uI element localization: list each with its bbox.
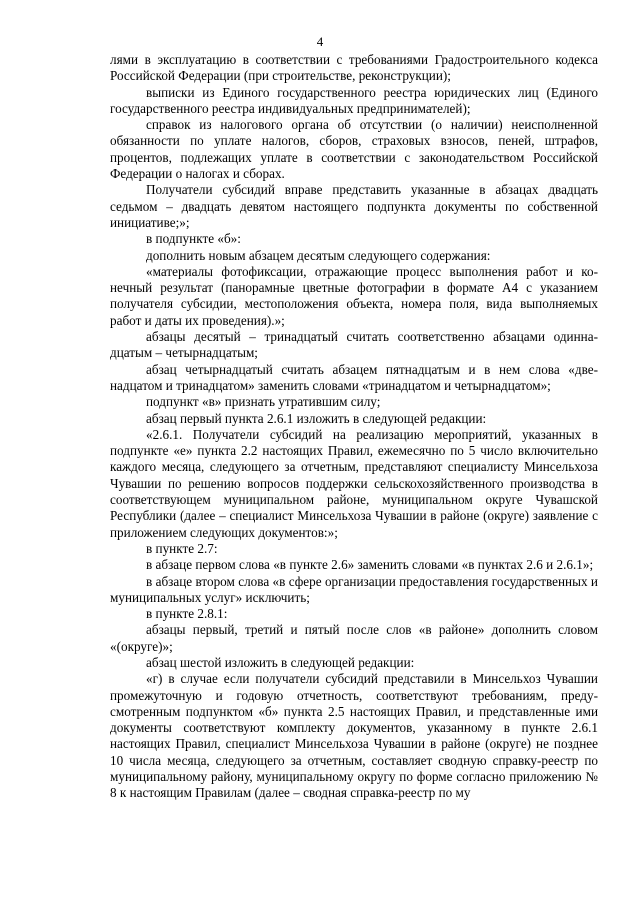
document-body	[110, 52, 598, 802]
paragraph: в пункте 2.8.1:	[146, 606, 228, 622]
paragraph: абзацы десятый – тринадцатый считать соответственно абзацами одиннадцатым – четырнадцатым;	[110, 329, 598, 361]
paragraph: абзац шестой изложить в следующей редакции:	[146, 654, 415, 670]
paragraph: в подпункте «б»:	[146, 231, 241, 247]
paragraph: дополнить новым абзацем десятым следующего содержания:	[146, 247, 491, 263]
paragraph: выписки из Единого государственного реестра юридических лиц (Единого государственного реестра индивидуальных предпринимателей);	[110, 84, 598, 116]
paragraph: подпункт «в» признать утратившим силу;	[146, 394, 381, 410]
paragraph: «материалы фотофиксации, отражающие процесс выполнения работ и конечный результат (панорамные цветные фотографии в формате А4 с указанием получателя субсидии, местоположения объекта, номера поля, вида выполняемых работ и даты их проведения).»;	[110, 263, 598, 328]
paragraph: в пункте 2.7:	[146, 540, 218, 556]
paragraph: в абзаце втором слова «в сфере организации предоставления государственных и муниципальных услуг» исключить;	[110, 573, 598, 605]
paragraph: абзацы первый, третий и пятый после слов «в районе» дополнить словом «(округе)»;	[110, 622, 598, 654]
paragraph: Получатели субсидий вправе представить указанные в абзацах двадцать седьмом – двадцать девятом настоящего подпункта документы по собственной инициативе;»;	[110, 182, 598, 230]
page-number: 4	[316, 34, 324, 49]
paragraph: в абзаце первом слова «в пункте 2.6» заменить словами «в пунктах 2.6 и 2.6.1»;	[146, 557, 594, 573]
paragraph: лями в эксплуатацию в соответствии с требованиями Градостроительного кодекса Российской Федерации (при строительстве, реконструкции);	[110, 52, 598, 84]
paragraph: абзац четырнадцатый считать абзацем пятнадцатым и в нем слова «двенадцатом и тринадцатом» заменить словами «тринадцатом и четырнадцатом»;	[110, 361, 598, 393]
paragraph: справок из налогового органа об отсутствии (о наличии) неисполненной обязанности по уплате налогов, сборов, страховых взносов, пеней, штрафов, процентов, подлежащих уплате в соответствии с законодательством Российской Федерации о налогах и сборах.	[110, 117, 598, 182]
paragraph: «г) в случае если получатели субсидий представили в Минсельхоз Чувашии промежуточную и годовую отчетность, соответствуют требованиям, предусмотренным подпунктом «б» пункта 2.5 настоящих Правил, и представленные ими документы соответствуют комплекту документов, указанному в пункте 2.6.1 настоящих Правил, специалист Минсельхоза Чувашии в районе (округе) не позднее 10 числа месяца, следующего за отчетным, составляет сводную справку-реестр по муниципальному району, муниципальному округу по форме согласно приложению № 8 к настоящим Правилам (далее – сводная справка-реестр по му	[110, 671, 598, 801]
paragraph: абзац первый пункта 2.6.1 изложить в следующей редакции:	[146, 410, 487, 426]
paragraph: «2.6.1. Получатели субсидий на реализацию мероприятий, указанных в подпункте «е» пункта 2.2 настоящих Правил, ежемесячно по 5 число включительно каждого месяца, следующего за отчетным, представляют специалисту Минсельхоза Чувашии по решению вопросов поддержки сельскохозяйственного производства в соответствующем муниципальном районе, муниципальном округе Чувашской Республики (далее – специалист Минсельхоза Чувашии в районе (округе) заявление с приложением следующих документов:»;	[110, 426, 598, 540]
